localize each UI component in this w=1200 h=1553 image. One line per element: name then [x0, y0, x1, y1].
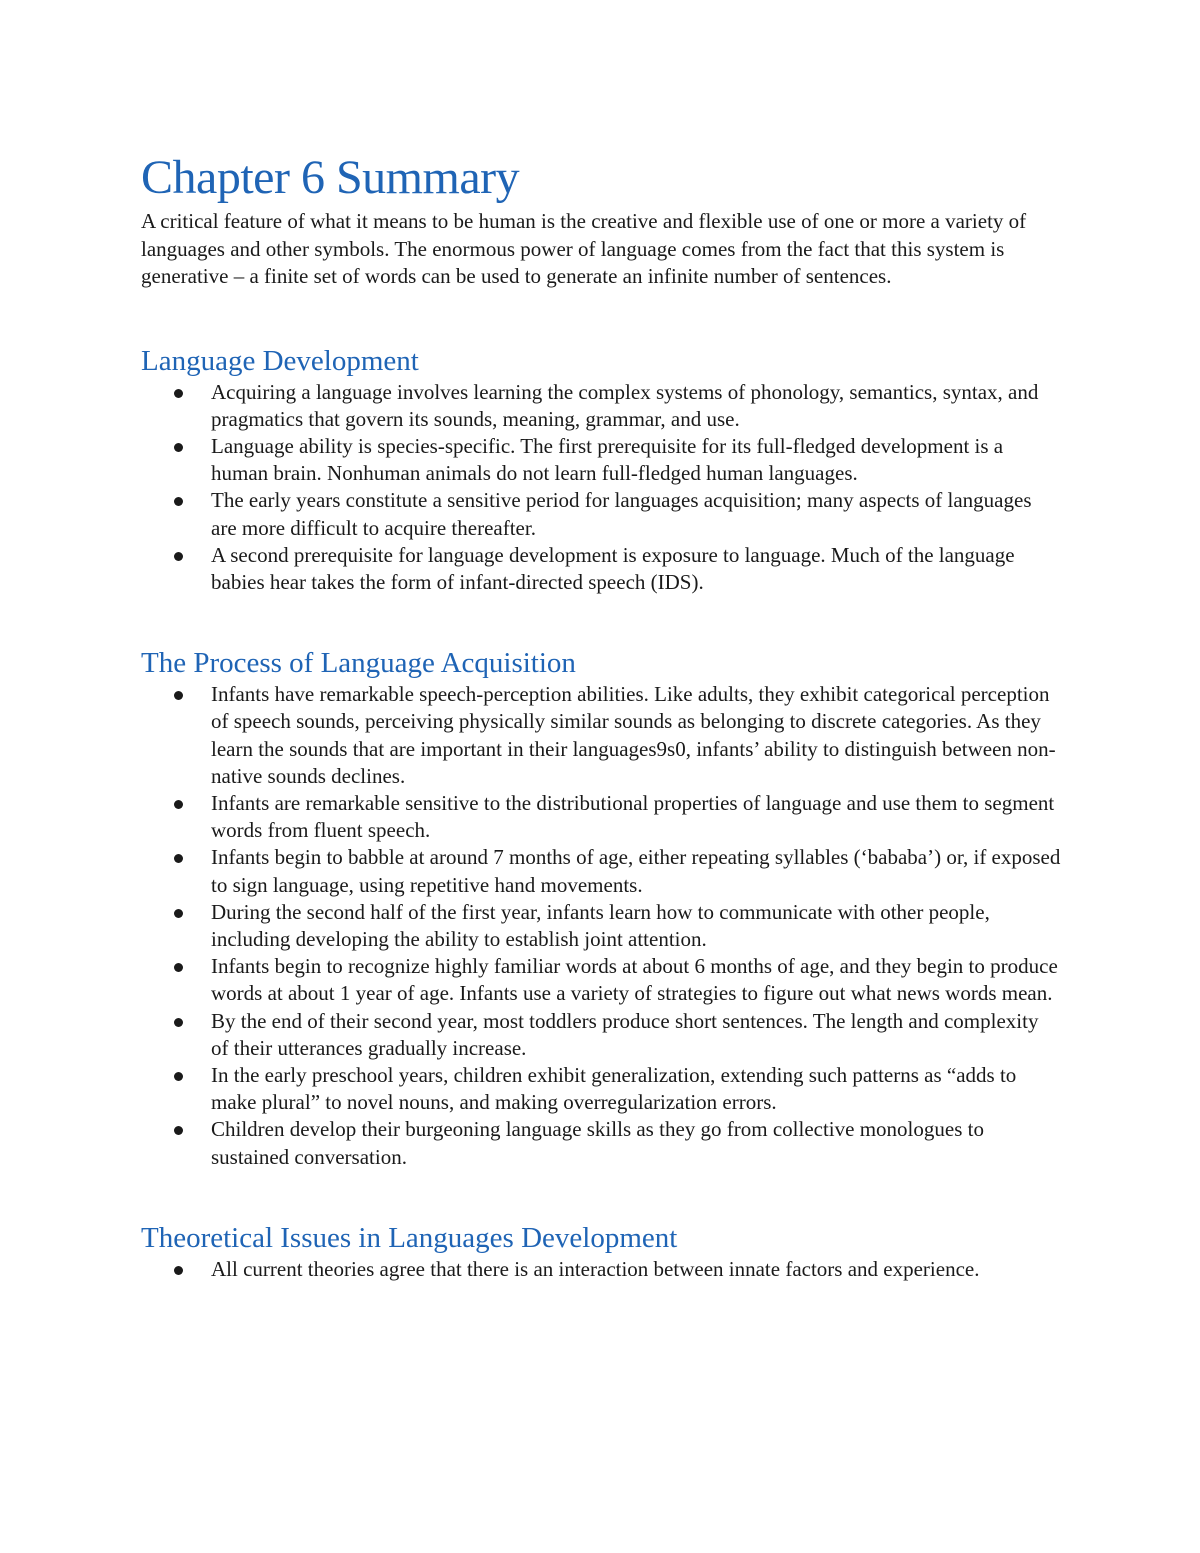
list-item-text: The early years constitute a sensitive period for languages acquisition; many aspects of languages are more difficult to acquire thereafter.	[211, 488, 1032, 540]
list-item	[141, 1256, 1061, 1283]
section-heading: Language Development	[141, 344, 419, 377]
bullet-icon	[174, 1126, 183, 1135]
list-item	[141, 844, 1061, 898]
list-item-text: All current theories agree that there is an interaction between innate factors and experience.	[211, 1256, 980, 1281]
list-item	[141, 487, 1061, 541]
section-theoretical-issues	[141, 1220, 1061, 1283]
bullet-list	[141, 681, 1061, 1171]
list-item-text: Acquiring a language involves learning the complex systems of phonology, semantics, syntax, and pragmatics that govern its sounds, meaning, grammar, and use.	[211, 379, 1039, 431]
list-item	[141, 542, 1061, 596]
bullet-list	[141, 379, 1061, 597]
list-item-text: In the early preschool years, children exhibit generalization, extending such patterns as “adds to make plural” to novel nouns, and making overregularization errors.	[211, 1062, 1017, 1115]
list-item-text: During the second half of the first year, infants learn how to communicate with other people, including developing the ability to establish joint attention.	[211, 899, 990, 951]
bullet-list	[141, 1256, 1061, 1283]
section-heading: Theoretical Issues in Languages Development	[141, 1221, 678, 1254]
list-item	[141, 1062, 1061, 1116]
bullet-icon	[174, 552, 183, 561]
page-title: Chapter 6 Summary	[141, 151, 520, 204]
bullet-icon	[174, 963, 183, 972]
intro-paragraph: A critical feature of what it means to be human is the creative and flexible use of one or more a variety of languages and other symbols. The enormous power of language comes from the fact that this system is generative – a finite set of words can be used to generate an infinite number of sentences.	[141, 209, 1027, 288]
list-item	[141, 899, 1061, 953]
list-item	[141, 790, 1061, 844]
list-item-text: Children develop their burgeoning language skills as they go from collective monologues to sustained conversation.	[211, 1117, 984, 1169]
list-item-text: Infants begin to babble at around 7 months of age, either repeating syllables (‘bababa’) or, if exposed to sign language, using repetitive hand movements.	[211, 845, 1061, 897]
list-item	[141, 681, 1061, 790]
list-item-text: Infants are remarkable sensitive to the distributional properties of language and use them to segment words from fluent speech.	[211, 790, 1055, 843]
section-process-of-language-acquisition	[141, 645, 1061, 1171]
bullet-icon	[174, 497, 183, 506]
bullet-icon	[174, 1072, 183, 1081]
list-item-text: Infants have remarkable speech-perception abilities. Like adults, they exhibit categorical perception of speech sounds, perceiving physically similar sounds as belonging to discrete categories. As they learn the sounds that are important in their languages9s0, infants’ ability to distinguish between non-native sounds declines.	[211, 682, 1056, 788]
bullet-icon	[174, 443, 183, 452]
list-item	[141, 953, 1061, 1007]
bullet-icon	[174, 909, 183, 918]
list-item	[141, 1008, 1061, 1062]
section-language-development	[141, 343, 1061, 597]
list-item-text: A second prerequisite for language development is exposure to language. Much of the language babies hear takes the form of infant-directed speech (IDS).	[211, 542, 1015, 594]
list-item-text: Infants begin to recognize highly familiar words at about 6 months of age, and they begin to produce words at about 1 year of age. Infants use a variety of strategies to figure out what news words mean.	[211, 954, 1058, 1006]
list-item	[141, 433, 1061, 487]
list-item-text: By the end of their second year, most toddlers produce short sentences. The length and complexity of their utterances gradually increase.	[211, 1008, 1039, 1060]
bullet-icon	[174, 1266, 183, 1275]
list-item-text: Language ability is species-specific. The first prerequisite for its full-fledged development is a human brain. Nonhuman animals do not learn full-fledged human languages.	[211, 433, 1004, 486]
document-page	[141, 148, 1061, 1283]
bullet-icon	[174, 854, 183, 863]
list-item	[141, 379, 1061, 433]
bullet-icon	[174, 1018, 183, 1027]
bullet-icon	[174, 389, 183, 398]
bullet-icon	[174, 800, 183, 809]
section-heading: The Process of Language Acquisition	[141, 647, 576, 680]
bullet-icon	[174, 691, 183, 700]
list-item	[141, 1116, 1061, 1170]
